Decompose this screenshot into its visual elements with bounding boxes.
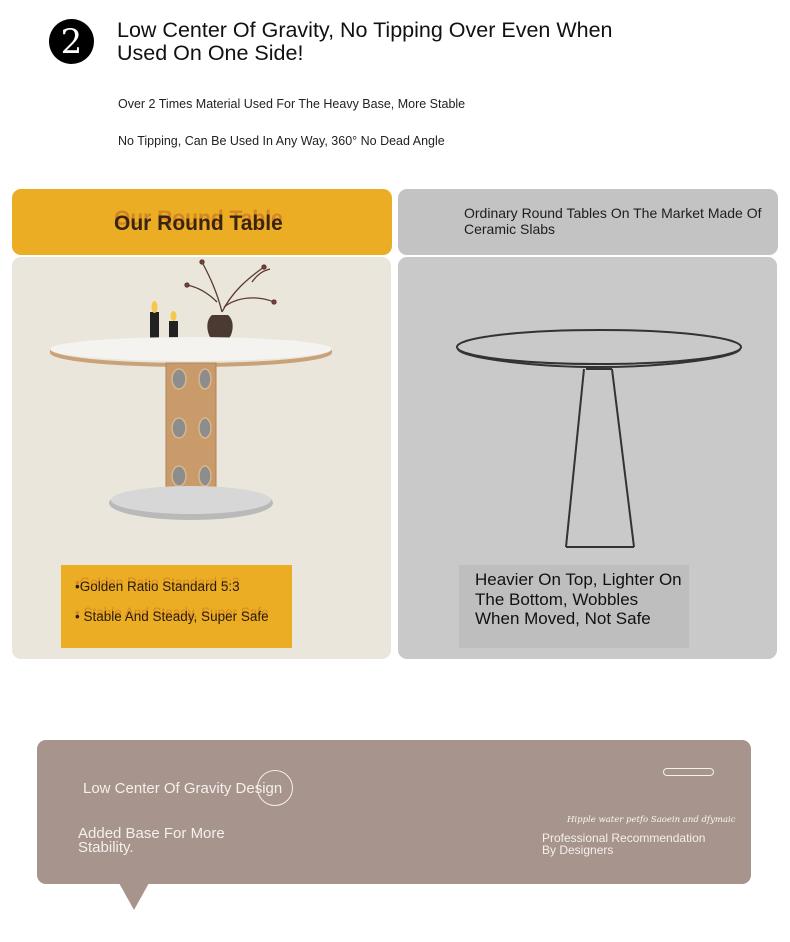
ordinary-table-warning	[459, 565, 689, 648]
our-table-label: Our Round Table	[114, 212, 283, 235]
tabletop	[50, 337, 332, 361]
subpoint-heavy-base: Over 2 Times Material Used For The Heavy Base, More Stable	[118, 97, 466, 111]
subpoint-no-tipping: No Tipping, Can Be Used In Any Way, 360° No Dead Angle	[118, 134, 445, 148]
step-number-badge	[49, 19, 94, 64]
banner-recommendation: Professional Recommendation By Designers	[542, 831, 706, 857]
step-number: 2	[60, 21, 83, 62]
ordinary-table-header	[398, 189, 778, 255]
ordinary-table-panel	[398, 257, 777, 659]
ordinary-table-outline	[398, 257, 777, 557]
pill-outline-icon	[663, 768, 714, 776]
headline: Low Center Of Gravity, No Tipping Over Even When Used On One Side!	[117, 18, 613, 65]
ordinary-table-label: Ordinary Round Tables On The Market Made Of Ceramic Slabs	[464, 205, 762, 237]
our-table-panel	[12, 257, 391, 659]
feature-golden-ratio: •Golden Ratio Standard 5:3	[75, 579, 240, 594]
our-table-features	[61, 565, 292, 648]
round-table-illustration	[12, 257, 391, 557]
banner-pointer	[119, 883, 149, 910]
banner-title: Low Center Of Gravity Design	[83, 780, 283, 797]
vase	[207, 315, 232, 341]
feature-stable: • Stable And Steady, Super Safe	[75, 609, 269, 624]
circle-outline-icon	[257, 770, 293, 806]
vase-branches	[185, 260, 276, 312]
banner-subtitle: Added Base For More Stability.	[78, 825, 225, 856]
design-banner	[37, 740, 751, 884]
banner-script-text: Hipple water petfo Saoein and dfymaic	[567, 815, 736, 825]
our-table-header	[12, 189, 392, 255]
warning-text: Heavier On Top, Lighter On The Bottom, Wobbles When Moved, Not Safe	[475, 570, 682, 628]
